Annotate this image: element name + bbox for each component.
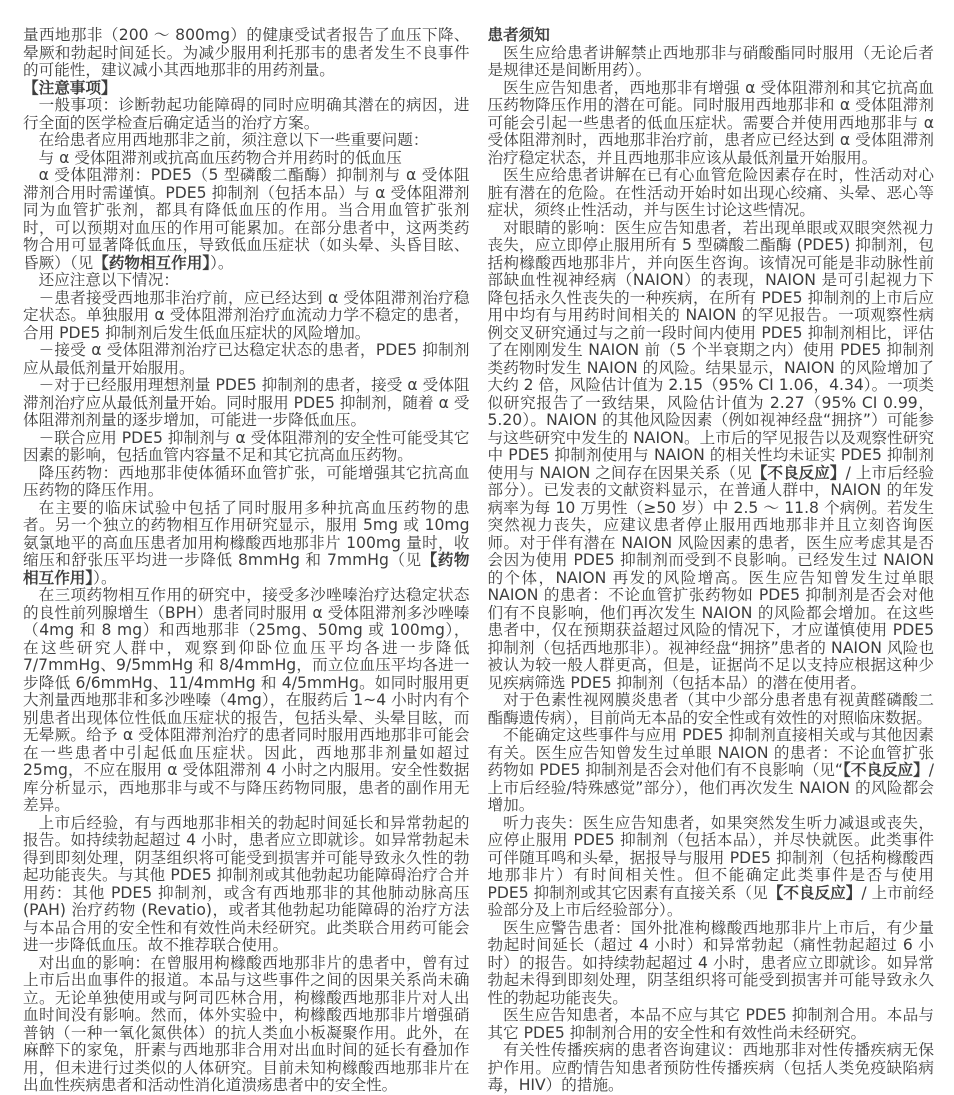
text-run: 对眼睛的影响：医生应告知患者，若出现单眼或双眼突然视力丧失，应立即停止服用所有 5 型磷酸二酯酶 (PDE5) 抑制剂，包括枸橼酸西地那非片，并向医生咨询。该情况可能是非动脉性前部缺血性视神经病（NAION）的表现，NAION 是可引起视力下降包括永久性丧失的一种疾病，在所有 PDE5 抑制剂的上市后应用中均有与用药时间相关的 NAION 的罕见报告。一项观察性病例交叉研究通过与之前一段时间内使用 PDE5 抑制剂相比，评估了在刚刚发生 NAION 前（5 个半衰期之内）使用 PDE5 抑制剂类药物时发生 NAION 的风险。结果显示，NAION 的风险增加了大约 2 倍，风险估计值为 2.15（95% CI 1.06，4.34）。一项类似研究报告了一致结果，风险估计值为 2.27（95% CI 0.99，5.20）。NAION 的其他风险因素（例如视神经盘“拥挤”）可能参与这些研究中发生的 NAION。上市后的罕见报告以及观察性研究中 PDE5 抑制剂使用与 NAION 的相关性均未证实 PDE5 抑制剂使用与 NAION 之间存在因果关系（见 — [487, 218, 934, 482]
text-run: 医生应告知患者，本品不应与其它 PDE5 抑制剂合用。本品与其它 PDE5 抑制剂合用的安全性和有效性尚未经研究。 — [487, 1006, 934, 1042]
paragraph — [488, 727, 935, 815]
paragraph — [23, 272, 470, 290]
bold-text-run: 【注意事项】 — [23, 78, 117, 97]
section-heading — [488, 27, 935, 45]
text-run: 医生应警告患者：国外批准枸橼酸西地那非片上市后，有少量勃起时间延长（超过 4 小时）和异常勃起（痛性勃起超过 6 小时）的报告。如持续勃起超过 4 小时，患者应立即就诊。如异常勃起未得到即刻处理，阴茎组织将可能受到损害并可能导致永久性的勃起功能丧失。 — [487, 918, 934, 1007]
text-run: 降压药物：西地那非使体循环血管扩张，可能增强其它抗高血压药物的降压作用。 — [23, 463, 470, 499]
paragraph — [23, 955, 470, 1095]
text-run: －联合应用 PDE5 抑制剂与 α 受体阻滞剂的安全性可能受其它因素的影响，包括血管内容量不足和其它抗高血压药物。 — [23, 428, 470, 464]
text-run: 对于色素性视网膜炎患者（其中少部分患者患有视黄醛磷酸二酯酶遗传病），目前尚无本品的安全性或有效性的对照临床数据。 — [487, 691, 934, 727]
paragraph — [23, 587, 470, 815]
text-run: 在给患者应用西地那非之前，须注意以下一些重要问题： — [38, 131, 429, 149]
text-run: 听力丧失：医生应告知患者，如果突然发生听力减退或丧失，应停止服用 PDE5 抑制剂（包括本品），并尽快就医。此类事件可伴随耳鸣和头晕，据报导与服用 PDE5 抑制剂（包括枸橼酸西地那非片）有时间相关性。但不能确定此类事件是否与使用 PDE5 抑制剂或其它因素有直接关系（见 — [487, 813, 934, 902]
paragraph — [488, 45, 935, 80]
paragraph — [488, 220, 935, 693]
paragraph — [23, 342, 470, 377]
paragraph — [23, 27, 470, 80]
bold-text-run: 【不良反应】 — [751, 463, 846, 482]
text-run: / 上市前经验部分及上市后经验部分）。 — [487, 883, 934, 919]
paragraph — [488, 80, 935, 168]
text-run: / 上市后经验/特殊感觉”部分），他们再次发生 NAION 的风险都会增加。 — [487, 761, 934, 814]
bold-text-run: 【药物相互作用】 — [93, 253, 211, 272]
section-heading — [23, 80, 470, 98]
bold-text-run: 【不良反应】 — [767, 883, 862, 902]
column-right — [488, 27, 935, 1095]
paragraph — [23, 815, 470, 955]
paragraph — [23, 150, 470, 168]
paragraph — [23, 430, 470, 465]
paragraph — [488, 815, 935, 920]
text-run: 对出血的影响：在曾服用枸橼酸西地那非片的患者中，曾有过上市后出血事件的报道。本品与这些事件之间的因果关系尚未确立。无论单独使用或与阿司匹林合用，枸橼酸西地那非片对人出血时间没有影响。然而，体外实验中，枸橼酸西地那非片增强硝普钠（一种一氧化氮供体）的抗人类血小板凝聚作用。此外，在麻醉下的家兔，肝素与西地那非合用对出血时间的延长有叠加作用，但未进行过类似的人体研究。目前未知枸橼酸西地那非片在出血性疾病患者和活动性消化道溃疡患者中的安全性。 — [23, 953, 470, 1094]
text-run: －对于已经服用理想剂量 PDE5 抑制剂的患者，接受 α 受体阻滞剂治疗应从最低剂量开始。同时服用 PDE5 抑制剂，随着 α 受体阻滞剂剂量的逐步增加，可能进一步降低血压。 — [23, 376, 470, 429]
text-run: 不能确定这些事件与应用 PDE5 抑制剂直接相关或与其他因素有关。医生应告知曾发生过单眼 NAION 的患者：不论血管扩张药物如 PDE5 抑制剂是否会对他们有不良影响（见“ — [487, 726, 934, 779]
text-run: 医生应告知患者，西地那非有增强 α 受体阻滞剂和其它抗高血压药物降压作用的潜在可能。同时服用西地那非和 α 受体阻滞剂可能会引起一些患者的低血压症状。需要合并使用西地那非与 α 受体阻滞剂时，西地那非治疗前，患者应已经达到 α 受体阻滞剂治疗稳定状态，并且西地那非应该从最低剂量开始服用。 — [487, 78, 934, 167]
text-run: －接受 α 受体阻滞剂治疗已达稳定状态的患者，PDE5 抑制剂应从最低剂量开始服用。 — [23, 341, 470, 377]
text-run: 医生应给患者讲解禁止西地那非与硝酸酯同时服用（无论后者是规律还是间断用药）。 — [487, 43, 934, 79]
text-run: ）。 — [93, 568, 117, 587]
text-run: 与 α 受体阻滞剂或抗高血压药物合并用药时的低血压 — [38, 148, 402, 167]
bold-text-run: 【药物相互作用】 — [23, 551, 470, 587]
text-run: －患者接受西地那非治疗前，应已经达到 α 受体阻滞剂治疗稳定状态。单独服用 α 受体阻滞剂治疗血流动力学不稳定的患者，合用 PDE5 抑制剂后发生低血压症状的风险增加。 — [23, 288, 470, 342]
paragraph — [23, 377, 470, 430]
paragraph — [23, 290, 470, 343]
paragraph — [23, 97, 470, 132]
paragraph — [488, 692, 935, 727]
paragraph — [23, 500, 470, 588]
text-run: 一般事项：诊断勃起功能障碍的同时应明确其潜在的病因，进行全面的医学检查后确定适当的治疗方案。 — [23, 96, 470, 132]
text-run: 有关性传播疾病的患者咨询建议：西地那非对性传播疾病无保护作用。应酌情告知患者预防性传播疾病（包括人类免疫缺陷病毒，HIV）的措施。 — [487, 1041, 934, 1094]
paragraph — [488, 1007, 935, 1042]
text-run: 在三项药物相互作用的研究中，接受多沙唑嗪治疗达稳定状态的良性前列腺增生（BPH）患者同时服用 α 受体阻滞剂多沙唑嗪（4mg 和 8 mg）和西地那非（25mg、50mg 或 100mg），在这些研究人群中，观察到仰卧位血压平均各进一步降低 7/7mmHg、9/5mmHg 和 8/4mmHg，而立位血压平均各进一步降低 6/6mmHg、11/4mmHg 和 4/5mmHg。如同时服用更大剂量西地那非和多沙唑嗪（4mg），在服药后 1~4 小时内有个别患者出现体位性低血压症状的报告，包括头晕、头晕目眩，而无晕厥。给予 α 受体阻滞剂治疗的患者同时服用西地那非可能会在一些患者中引起低血压症状。因此，西地那非剂量如超过 25mg，不应在服用 α 受体阻滞剂 4 小时之内服用。安全性数据库分析显示，西地那非与或不与降压药物同服，患者的副作用无差异。 — [23, 586, 470, 814]
paragraph — [23, 465, 470, 500]
paragraph — [23, 167, 470, 272]
paragraph — [23, 132, 470, 150]
text-run: ）。 — [210, 253, 234, 272]
text-run: 在主要的临床试验中包括了同时服用多种抗高血压药物的患者。另一个独立的药物相互作用研究显示，服用 5mg 或 10mg 氨氯地平的高血压患者加用枸橼酸西地那非片 100mg 量时，收缩压和舒张压平均进一步降低 8mmHg 和 7mmHg（见 — [23, 498, 470, 569]
paragraph — [488, 1042, 935, 1095]
bold-text-run: 【不良反应】 — [842, 761, 929, 779]
bold-text-run: 患者须知 — [487, 26, 550, 44]
text-run: 量西地那非（200 ～ 800mg）的健康受试者报告了血压下降、晕厥和勃起时间延长。为减少服用利托那韦的患者发生不良事件的可能性，建议减小其西地那非的用药剂量。 — [23, 26, 470, 79]
text-run: 上市后经验，有与西地那非相关的勃起时间延长和异常勃起的报告。如持续勃起超过 4 小时，患者应立即就诊。如异常勃起未得到即刻处理，阴茎组织将可能受到损害并可能导致永久性的勃起功能丧失。与其他 PDE5 抑制剂或其他勃起功能障碍治疗合并用药：其他 PDE5 抑制剂，或含有西地那非的其他肺动脉高压 (PAH) 治疗药物 (Revatio)，或者其他勃起功能障碍的治疗方法与本品合用的安全性和有效性尚未经研究。此类联合用药可能会进一步降低血压。故不推荐联合使用。 — [23, 813, 470, 954]
paragraph — [488, 920, 935, 1008]
text-run: 医生应给患者讲解在已有心血管危险因素存在时，性活动对心脏有潜在的危险。在性活动开始时如出现心绞痛、头晕、恶心等症状，须终止性活动，并与医生讨论这些情况。 — [487, 166, 934, 219]
paragraph — [488, 167, 935, 220]
text-run: α 受体阻滞剂：PDE5（5 型磷酸二酯酶）抑制剂与 α 受体阻滞剂合用时需谨慎。PDE5 抑制剂（包括本品）与 α 受体阻滞剂同为血管扩张剂，都具有降低血压的作用。当合用血管扩张剂时，可以预期对血压的作用可能累加。在部分患者中，这两类药物合用可显著降低血压，导致低血压症状（如头晕、头昏目眩、昏厥）（见 — [23, 166, 470, 272]
text-run: / 上市后经验部分）。已发表的文献资料显示，在普通人群中，NAION 的年发病率为每 10 万男性（≥50 岁）中 2.5 ～ 11.8 个病例。若发生突然视力丧失，应建议患者停止服用西地那非并且立刻咨询医师。对于伴有潜在 NAION 风险因素的患者，医生应考虑其是否会因为使用 PDE5 抑制剂而受到不良影响。已经发生过 NAION 的个体，NAION 再发的风险增高。医生应告知曾发生过单眼 NAION 的患者：不论血管扩张药物如 PDE5 抑制剂是否会对他们有不良影响，他们再次发生 NAION 的风险都会增加。在这些患者中，仅在预期获益超过风险的情况下，才应谨慎使用 PDE5 抑制剂（包括西地那非）。视神经盘“拥挤”患者的 NAION 风险也被认为较一般人群更高，但是，证据尚不足以支持应根据这种少见疾病筛选 PDE5 抑制剂（包括本品）的潜在使用者。 — [487, 463, 934, 692]
column-left — [23, 27, 470, 1095]
text-run: 还应注意以下情况： — [38, 271, 179, 289]
